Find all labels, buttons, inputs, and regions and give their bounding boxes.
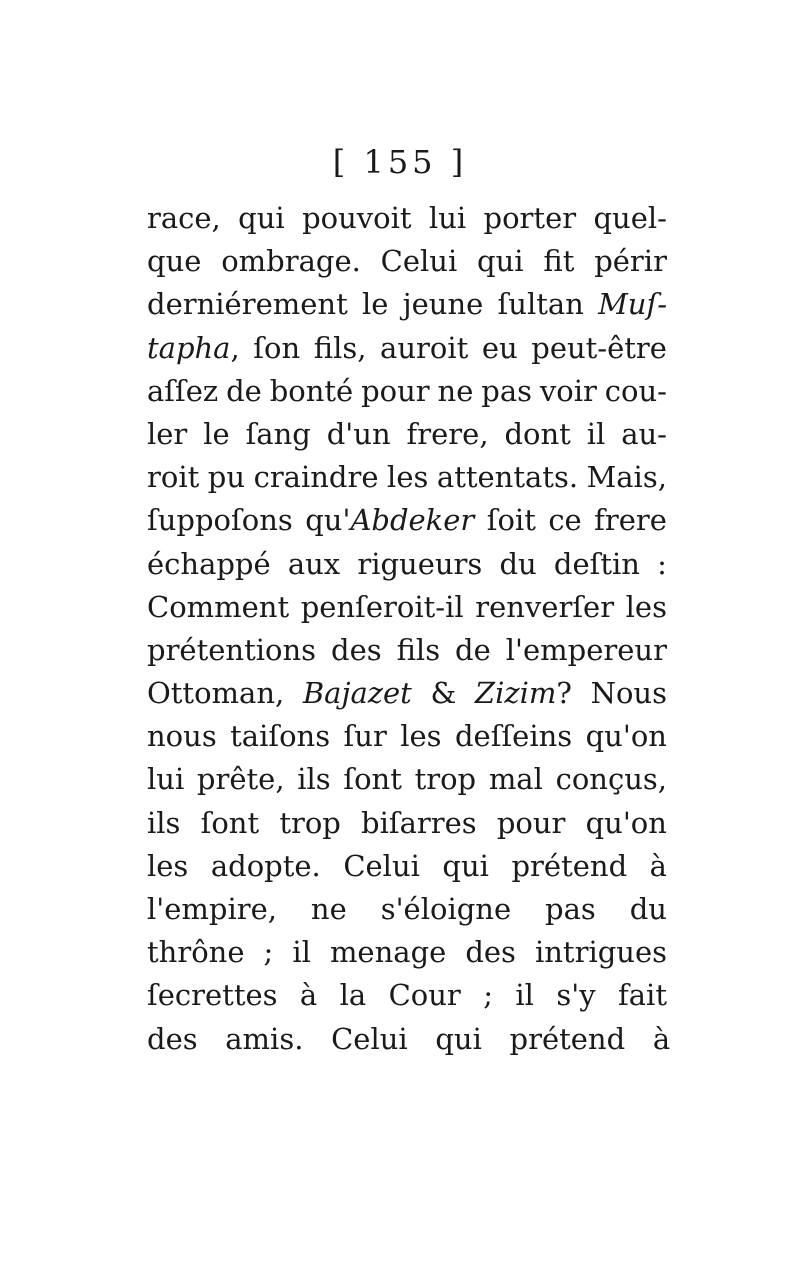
- word: penſeroit-il: [300, 589, 464, 624]
- text-line: [147, 1018, 671, 1061]
- word: de: [226, 373, 262, 408]
- word: Celui: [331, 1021, 408, 1056]
- word: biſarres: [361, 805, 477, 840]
- word: ſon: [253, 330, 301, 365]
- word: :: [657, 546, 667, 581]
- word: pour: [496, 805, 566, 840]
- word: renverſer: [475, 589, 615, 624]
- word: ſuppoſons: [147, 503, 293, 538]
- word: roit: [147, 460, 200, 495]
- word: aux: [287, 546, 341, 581]
- word: &: [430, 676, 457, 711]
- word: au-: [621, 416, 667, 451]
- word: des: [465, 935, 516, 970]
- word: aſſez: [147, 373, 219, 408]
- word: à: [299, 978, 318, 1013]
- word: fils: [396, 632, 441, 667]
- text-line: [147, 456, 667, 499]
- word: échappé: [147, 546, 271, 581]
- word: ſoit: [486, 503, 536, 538]
- word: thrône: [147, 935, 245, 970]
- word: ne: [437, 373, 474, 408]
- word: race,: [147, 201, 221, 235]
- text-line: [147, 543, 667, 586]
- word: trop: [279, 805, 341, 840]
- text-line: [147, 413, 667, 456]
- word: la: [339, 978, 367, 1013]
- word: trop: [414, 762, 477, 797]
- word: pas: [545, 892, 596, 926]
- word: que: [147, 244, 202, 279]
- word: Celui: [380, 244, 458, 279]
- word: ne: [310, 892, 347, 926]
- word: ſecrettes: [147, 978, 278, 1013]
- word: les: [400, 719, 442, 754]
- word: Bajazet: [302, 676, 412, 711]
- text-line: [147, 370, 667, 413]
- word: qui: [442, 848, 489, 883]
- word: intrigues: [534, 935, 667, 970]
- word: prête,: [196, 762, 285, 797]
- word: mal: [488, 762, 543, 797]
- word: Muſ-: [598, 287, 667, 322]
- word: eu: [481, 330, 518, 365]
- word: prétend: [509, 1021, 626, 1056]
- word: périr: [594, 244, 667, 279]
- text-line: [147, 499, 667, 542]
- word: derniérement: [147, 287, 348, 322]
- text-line: [147, 845, 667, 888]
- word: ils: [297, 762, 331, 797]
- word: nous: [147, 719, 217, 754]
- text-line: [147, 629, 667, 672]
- word: tapha,: [147, 330, 240, 365]
- text-line: [147, 758, 667, 801]
- word: Zizim?: [474, 676, 572, 711]
- word: d'un: [326, 416, 391, 451]
- word: cou-: [604, 373, 667, 408]
- text-line: [147, 974, 667, 1017]
- word: prétend: [511, 848, 628, 883]
- word: du: [499, 546, 537, 581]
- word: du: [629, 892, 667, 926]
- word: s'éloigne: [380, 892, 512, 926]
- word: craindre: [253, 460, 379, 495]
- text-line: [147, 240, 667, 283]
- word: qui: [238, 201, 285, 235]
- word: il: [292, 935, 311, 970]
- text-line: [147, 672, 667, 715]
- word: ;: [263, 935, 274, 970]
- word: fit: [543, 244, 575, 279]
- text-line: [147, 283, 667, 326]
- word: quel-: [593, 201, 667, 235]
- word: s'y: [556, 978, 596, 1013]
- word: de: [455, 632, 491, 667]
- word: fils,: [313, 330, 367, 365]
- word: frere: [594, 503, 667, 538]
- word: Nous: [590, 676, 667, 711]
- word: fait: [618, 978, 667, 1013]
- word: l'empereur: [505, 632, 667, 667]
- word: pour: [361, 373, 430, 408]
- word: le: [203, 416, 230, 451]
- word: ſultan: [497, 287, 584, 322]
- word: le: [361, 287, 389, 322]
- word: jeune: [402, 287, 484, 322]
- word: menage: [329, 935, 447, 970]
- word: à: [652, 1021, 671, 1056]
- word: qui: [477, 244, 524, 279]
- text-line: [147, 888, 667, 931]
- word: qu'on: [585, 719, 667, 754]
- word: auroit: [380, 330, 469, 365]
- word: qui: [435, 1021, 482, 1056]
- word: porter: [483, 201, 577, 235]
- word: les: [147, 848, 189, 883]
- word: Mais,: [586, 460, 667, 495]
- word: Celui: [343, 848, 420, 883]
- word: ſont: [200, 805, 260, 840]
- word: conçus,: [555, 762, 667, 797]
- word: lui: [428, 201, 467, 235]
- text-line: [147, 586, 667, 629]
- word: deſſeins: [454, 719, 573, 754]
- word: prétentions: [147, 632, 317, 667]
- word: les: [387, 460, 429, 495]
- word: dont: [504, 416, 571, 451]
- word: il: [586, 416, 606, 451]
- word: il: [515, 978, 534, 1013]
- word: qu'Abdeker: [305, 503, 475, 538]
- word: ſur: [343, 719, 387, 754]
- text-line: [147, 802, 667, 845]
- text-line: [147, 931, 667, 974]
- word: voir: [539, 373, 597, 408]
- word: amis.: [225, 1021, 304, 1056]
- word: des: [331, 632, 382, 667]
- word: des: [147, 1021, 198, 1056]
- word: ombrage.: [221, 244, 361, 279]
- text-line: [147, 715, 667, 758]
- text-line: [147, 197, 667, 240]
- text-line: [147, 327, 667, 370]
- word: qu'on: [585, 805, 667, 840]
- word: ;: [483, 978, 493, 1013]
- word: Ottoman,: [147, 676, 285, 711]
- word: lui: [147, 762, 185, 797]
- word: frere,: [406, 416, 489, 451]
- word: peut-être: [531, 330, 667, 365]
- word: pas: [481, 373, 533, 408]
- word: pu: [207, 460, 246, 495]
- word: les: [625, 589, 667, 624]
- word: à: [649, 848, 667, 883]
- word: taiſons: [230, 719, 331, 754]
- word: attentats.: [436, 460, 579, 495]
- word: l'empire,: [147, 892, 277, 926]
- word: ils: [147, 805, 181, 840]
- word: adopte.: [210, 848, 321, 883]
- word: rigueurs: [357, 546, 483, 581]
- word: deſtin: [553, 546, 640, 581]
- word: ce: [548, 503, 582, 538]
- word: pouvoit: [302, 201, 412, 235]
- word: Cour: [388, 978, 461, 1013]
- word: bonté: [269, 373, 354, 408]
- page-number: [ 155 ]: [332, 143, 468, 181]
- word: ſang: [245, 416, 311, 451]
- word: ler: [147, 416, 188, 451]
- word: Comment: [147, 589, 290, 624]
- word: ſont: [343, 762, 402, 797]
- body-text: [147, 197, 671, 1061]
